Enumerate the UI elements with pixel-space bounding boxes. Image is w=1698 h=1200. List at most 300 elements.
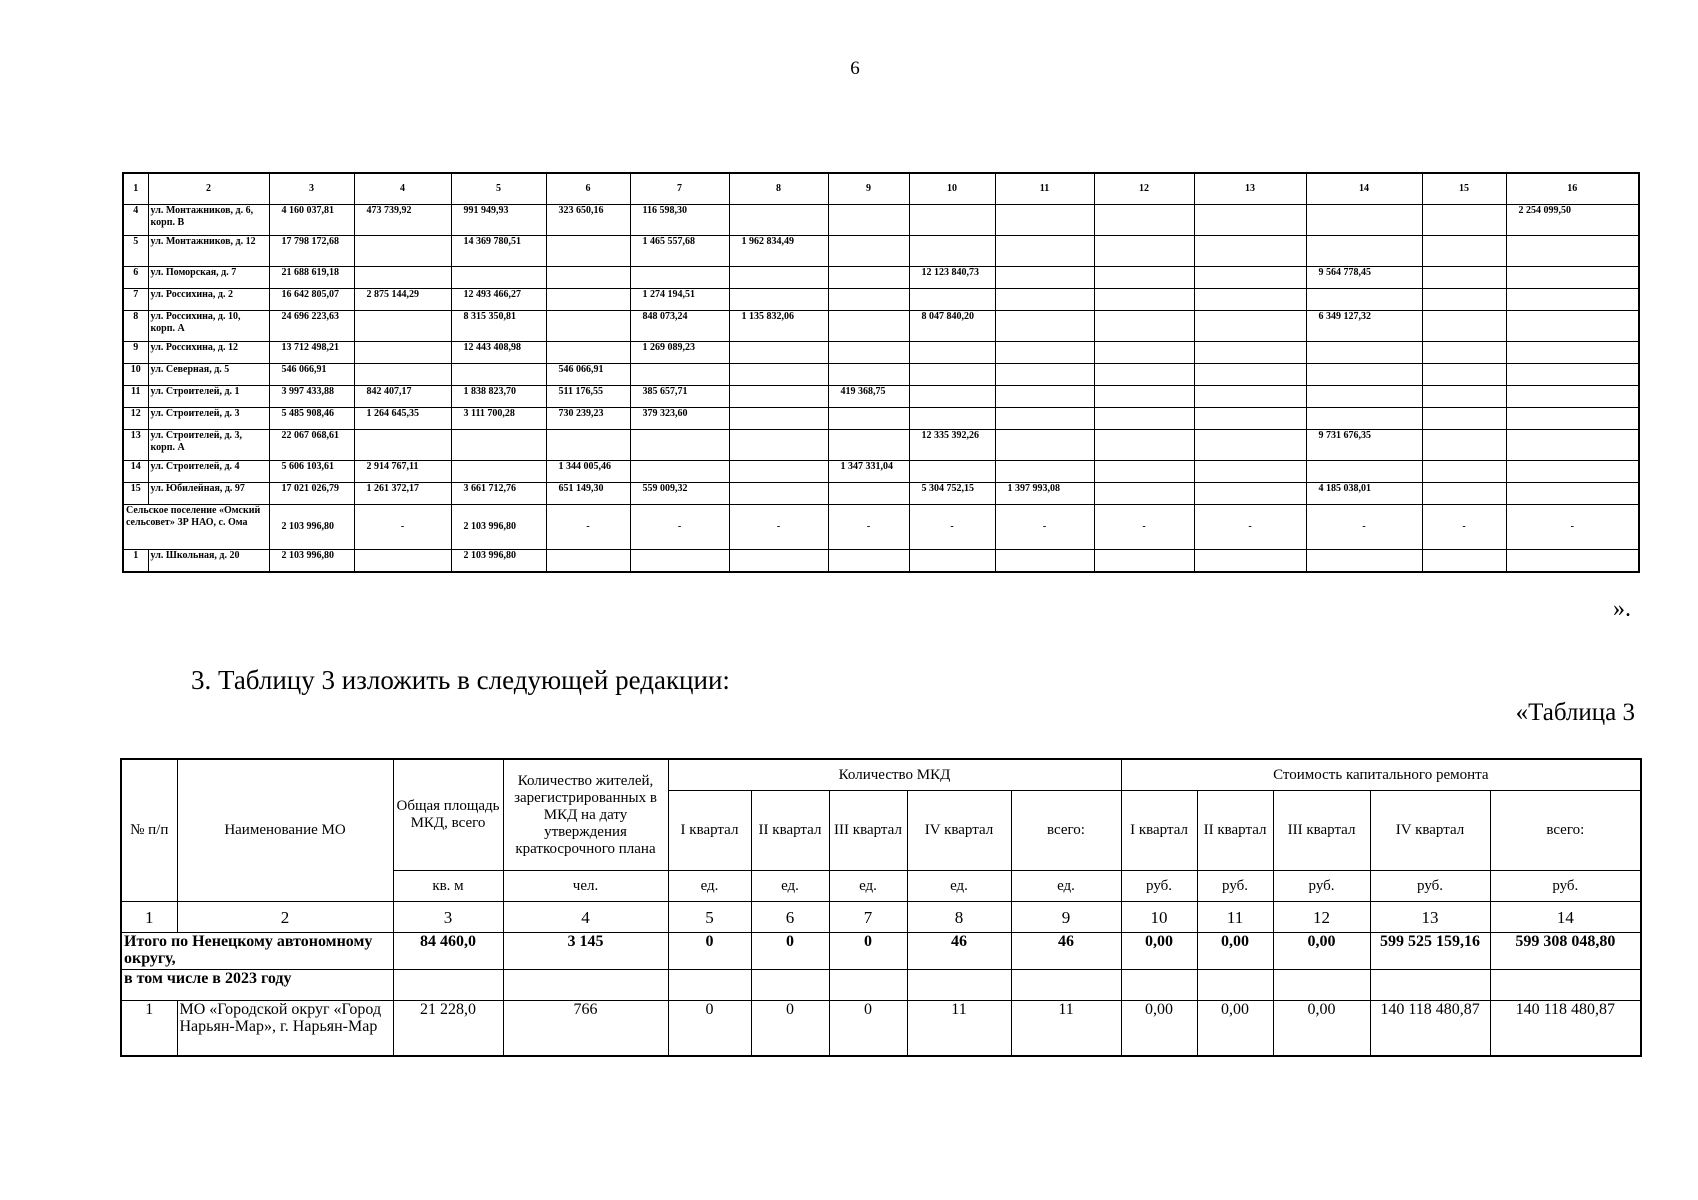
header-mkd-count: Количество МКД [668, 759, 1121, 791]
amount-cell [909, 461, 995, 483]
subtotal-2023-row [121, 970, 1641, 1001]
amount-cell [909, 289, 995, 311]
amount-cell [828, 205, 909, 236]
header-mo-name: Наименование МО [177, 759, 393, 902]
amount-cell: - [995, 505, 1094, 550]
amount-cell [1094, 289, 1194, 311]
amount-cell [1094, 205, 1194, 236]
amount-cell [354, 311, 451, 342]
amount-cell: - [828, 505, 909, 550]
table-row [123, 267, 1639, 289]
amount-cell [1422, 289, 1506, 311]
amount-cell [1194, 483, 1306, 505]
amount-cell: 8 047 840,20 [909, 311, 995, 342]
amount-cell [828, 364, 909, 386]
subtotal-label: в том числе в 2023 году [121, 970, 393, 1001]
amount-cell [1194, 311, 1306, 342]
amount-cell [1506, 311, 1639, 342]
row-number: 1 [123, 550, 148, 573]
amount-cell [995, 311, 1094, 342]
header-cost-q1: I квартал [1121, 791, 1197, 871]
amount-cell: 24 696 223,63 [269, 311, 354, 342]
column-number: 9 [1011, 902, 1121, 933]
amount-cell [1306, 461, 1422, 483]
total-value: 84 460,0 [393, 933, 503, 970]
amount-cell [1194, 289, 1306, 311]
amount-cell: 2 103 996,80 [269, 550, 354, 573]
address: ул. Строителей, д. 3, корп. А [148, 430, 269, 461]
amount-cell [1094, 430, 1194, 461]
amount-cell [1306, 236, 1422, 267]
amount-cell [546, 289, 630, 311]
amount-cell: 385 657,71 [630, 386, 729, 408]
amount-cell [1306, 364, 1422, 386]
amount-cell [1306, 342, 1422, 364]
amount-cell [1422, 311, 1506, 342]
amount-cell: 17 798 172,68 [269, 236, 354, 267]
unit-mkd: ед. [1011, 871, 1121, 902]
amount-cell [1506, 236, 1639, 267]
row-value: 0 [668, 1001, 751, 1057]
row-number: 15 [123, 483, 148, 505]
amount-cell [354, 550, 451, 573]
column-number: 14 [1490, 902, 1641, 933]
amount-cell [909, 364, 995, 386]
amount-cell [630, 430, 729, 461]
amount-cell [451, 364, 546, 386]
column-number: 4 [503, 902, 668, 933]
total-value: 599 308 048,80 [1490, 933, 1641, 970]
amount-cell [729, 550, 828, 573]
column-number: 5 [668, 902, 751, 933]
amount-cell [1194, 461, 1306, 483]
amount-cell: - [909, 505, 995, 550]
amount-cell: 559 009,32 [630, 483, 729, 505]
amount-cell [1094, 408, 1194, 430]
unit-area: кв. м [393, 871, 503, 902]
total-value: 0 [829, 933, 907, 970]
amount-cell [1094, 483, 1194, 505]
total-value: 0,00 [1197, 933, 1273, 970]
amount-cell [1194, 386, 1306, 408]
header-mkd-q1: I квартал [668, 791, 751, 871]
table-row [123, 236, 1639, 267]
row-number: 5 [123, 236, 148, 267]
row-number: 14 [123, 461, 148, 483]
previous-table-continuation [122, 172, 1640, 573]
amount-cell [451, 267, 546, 289]
amount-cell: 9 731 676,35 [1306, 430, 1422, 461]
amount-cell [1094, 386, 1194, 408]
amount-cell [1506, 289, 1639, 311]
amount-cell [546, 430, 630, 461]
amount-cell [995, 430, 1094, 461]
table-row [123, 483, 1639, 505]
amount-cell [1194, 205, 1306, 236]
address: ул. Строителей, д. 4 [148, 461, 269, 483]
row-value: 21 228,0 [393, 1001, 503, 1057]
column-number: 2 [177, 902, 393, 933]
amount-cell [995, 461, 1094, 483]
column-number: 11 [1197, 902, 1273, 933]
table-row [123, 342, 1639, 364]
row-number: 12 [123, 408, 148, 430]
amount-cell: 4 160 037,81 [269, 205, 354, 236]
amount-cell: 3 111 700,28 [451, 408, 546, 430]
address: ул. Северная, д. 5 [148, 364, 269, 386]
address: ул. Россихина, д. 10, корп. А [148, 311, 269, 342]
amount-cell [1306, 408, 1422, 430]
amount-cell [995, 236, 1094, 267]
amount-cell [1306, 289, 1422, 311]
amount-cell [729, 386, 828, 408]
address: ул. Юбилейная, д. 97 [148, 483, 269, 505]
amount-cell [546, 267, 630, 289]
amount-cell [995, 364, 1094, 386]
mo-name: МО «Городской округ «Город Нарьян-Мар», г. Нарьян-Мар [177, 1001, 393, 1057]
row-value: 0,00 [1121, 1001, 1197, 1057]
column-number: 10 [909, 173, 995, 205]
amount-cell: 5 304 752,15 [909, 483, 995, 505]
row-number: 4 [123, 205, 148, 236]
amount-cell [995, 267, 1094, 289]
data-row [121, 1001, 1641, 1057]
amount-cell [1094, 342, 1194, 364]
amount-cell: 1 344 005,46 [546, 461, 630, 483]
column-number: 14 [1306, 173, 1422, 205]
row-value: 766 [503, 1001, 668, 1057]
unit-mkd: ед. [829, 871, 907, 902]
unit-cost: руб. [1121, 871, 1197, 902]
amount-cell: - [1422, 505, 1506, 550]
amount-cell [1506, 408, 1639, 430]
amount-cell: 1 838 823,70 [451, 386, 546, 408]
total-row [121, 933, 1641, 970]
amount-cell: 8 315 350,81 [451, 311, 546, 342]
amount-cell: 651 149,30 [546, 483, 630, 505]
amount-cell [995, 205, 1094, 236]
amount-cell [1506, 483, 1639, 505]
amount-cell [909, 236, 995, 267]
address: ул. Строителей, д. 3 [148, 408, 269, 430]
table-3 [120, 758, 1642, 1057]
section-heading: 3. Таблицу 3 изложить в следующей редакции: [191, 665, 730, 695]
address: ул. Поморская, д. 7 [148, 267, 269, 289]
column-number: 4 [354, 173, 451, 205]
amount-cell: 2 103 996,80 [269, 505, 354, 550]
unit-cost: руб. [1273, 871, 1370, 902]
total-value: 46 [907, 933, 1011, 970]
address: ул. Россихина, д. 2 [148, 289, 269, 311]
table-row [123, 430, 1639, 461]
amount-cell [1506, 461, 1639, 483]
amount-cell [729, 205, 828, 236]
amount-cell [729, 267, 828, 289]
amount-cell [729, 289, 828, 311]
amount-cell [1306, 386, 1422, 408]
amount-cell: 9 564 778,45 [1306, 267, 1422, 289]
address: ул. Россихина, д. 12 [148, 342, 269, 364]
amount-cell [729, 430, 828, 461]
amount-cell [1422, 430, 1506, 461]
column-number: 7 [829, 902, 907, 933]
column-number: 6 [751, 902, 829, 933]
amount-cell [909, 550, 995, 573]
unit-cost: руб. [1370, 871, 1490, 902]
amount-cell: 419 368,75 [828, 386, 909, 408]
row-value: 0,00 [1273, 1001, 1370, 1057]
amount-cell: 2 103 996,80 [451, 505, 546, 550]
amount-cell: 323 650,16 [546, 205, 630, 236]
header-repair-cost: Стоимость капитального ремонта [1121, 759, 1641, 791]
total-value: 3 145 [503, 933, 668, 970]
column-number: 10 [1121, 902, 1197, 933]
amount-cell [828, 289, 909, 311]
amount-cell: 3 661 712,76 [451, 483, 546, 505]
amount-cell [546, 311, 630, 342]
address: ул. Строителей, д. 1 [148, 386, 269, 408]
amount-cell [1422, 483, 1506, 505]
total-value: 0,00 [1273, 933, 1370, 970]
amount-cell: - [546, 505, 630, 550]
row-value: 0 [829, 1001, 907, 1057]
column-number: 13 [1194, 173, 1306, 205]
amount-cell [729, 342, 828, 364]
row-value: 140 118 480,87 [1490, 1001, 1641, 1057]
amount-cell [451, 430, 546, 461]
amount-cell: 1 397 993,08 [995, 483, 1094, 505]
unit-cost: руб. [1490, 871, 1641, 902]
amount-cell: 17 021 026,79 [269, 483, 354, 505]
header-mkd-q4: IV квартал [907, 791, 1011, 871]
amount-cell [451, 461, 546, 483]
amount-cell [1422, 364, 1506, 386]
header-cost-q3: III квартал [1273, 791, 1370, 871]
amount-cell [995, 408, 1094, 430]
amount-cell [1194, 236, 1306, 267]
total-value: 46 [1011, 933, 1121, 970]
amount-cell [1506, 430, 1639, 461]
column-number: 11 [995, 173, 1094, 205]
row-number: 9 [123, 342, 148, 364]
amount-cell [909, 408, 995, 430]
amount-cell [1506, 364, 1639, 386]
table-row [123, 289, 1639, 311]
amount-cell: 1 962 834,49 [729, 236, 828, 267]
amount-cell [828, 236, 909, 267]
row-value: 0 [751, 1001, 829, 1057]
amount-cell: 1 261 372,17 [354, 483, 451, 505]
unit-mkd: ед. [751, 871, 829, 902]
header-mkd-q2: II квартал [751, 791, 829, 871]
amount-cell: 546 066,91 [269, 364, 354, 386]
amount-cell [354, 267, 451, 289]
amount-cell: - [354, 505, 451, 550]
amount-cell [546, 550, 630, 573]
amount-cell: 511 176,55 [546, 386, 630, 408]
header-area: Общая площадь МКД, всего [393, 759, 503, 871]
amount-cell: - [630, 505, 729, 550]
amount-cell [546, 236, 630, 267]
amount-cell: 730 239,23 [546, 408, 630, 430]
amount-cell [828, 550, 909, 573]
total-value: 0,00 [1121, 933, 1197, 970]
amount-cell: 1 269 089,23 [630, 342, 729, 364]
column-number: 2 [148, 173, 269, 205]
amount-cell [1422, 461, 1506, 483]
header-mkd-q3: III квартал [829, 791, 907, 871]
amount-cell: 1 135 832,06 [729, 311, 828, 342]
amount-cell: 12 335 392,26 [909, 430, 995, 461]
row-value: 11 [907, 1001, 1011, 1057]
amount-cell [828, 267, 909, 289]
amount-cell [630, 364, 729, 386]
amount-cell [828, 483, 909, 505]
amount-cell [1422, 342, 1506, 364]
amount-cell: 6 349 127,32 [1306, 311, 1422, 342]
amount-cell: - [1194, 505, 1306, 550]
amount-cell: 848 073,24 [630, 311, 729, 342]
amount-cell [354, 236, 451, 267]
amount-cell [1306, 550, 1422, 573]
amount-cell [909, 342, 995, 364]
amount-cell: - [729, 505, 828, 550]
column-number: 15 [1422, 173, 1506, 205]
amount-cell: 473 739,92 [354, 205, 451, 236]
amount-cell [828, 311, 909, 342]
amount-cell [1194, 267, 1306, 289]
column-number: 3 [269, 173, 354, 205]
amount-cell [729, 483, 828, 505]
unit-residents: чел. [503, 871, 668, 902]
settlement-row [123, 505, 1639, 550]
column-number: 16 [1506, 173, 1639, 205]
amount-cell: 991 949,93 [451, 205, 546, 236]
amount-cell [354, 342, 451, 364]
total-label: Итого по Ненецкому автономному округу, [121, 933, 393, 970]
amount-cell: - [1306, 505, 1422, 550]
amount-cell [1094, 267, 1194, 289]
amount-cell [995, 550, 1094, 573]
amount-cell: 12 123 840,73 [909, 267, 995, 289]
total-value: 0 [751, 933, 829, 970]
column-number: 6 [546, 173, 630, 205]
amount-cell [1506, 342, 1639, 364]
page-number: 6 [850, 58, 860, 79]
amount-cell [1422, 386, 1506, 408]
amount-cell [630, 461, 729, 483]
amount-cell [1422, 408, 1506, 430]
amount-cell: 21 688 619,18 [269, 267, 354, 289]
amount-cell: 13 712 498,21 [269, 342, 354, 364]
table-3-label: «Таблица 3 [1515, 699, 1635, 726]
amount-cell [995, 386, 1094, 408]
amount-cell [1194, 550, 1306, 573]
amount-cell [729, 461, 828, 483]
amount-cell [1194, 342, 1306, 364]
amount-cell [1506, 386, 1639, 408]
table-row [123, 364, 1639, 386]
unit-mkd: ед. [668, 871, 751, 902]
column-number: 12 [1273, 902, 1370, 933]
amount-cell [909, 386, 995, 408]
amount-cell: - [1094, 505, 1194, 550]
amount-cell: 2 254 099,50 [1506, 205, 1639, 236]
amount-cell [1194, 430, 1306, 461]
amount-cell: 2 875 144,29 [354, 289, 451, 311]
address: ул. Монтажников, д. 6, корп. В [148, 205, 269, 236]
column-number: 5 [451, 173, 546, 205]
table-row [123, 386, 1639, 408]
closing-quote: ». [1613, 596, 1631, 622]
column-number: 7 [630, 173, 729, 205]
row-value: 0,00 [1197, 1001, 1273, 1057]
row-number: 11 [123, 386, 148, 408]
amount-cell [828, 408, 909, 430]
total-value: 0 [668, 933, 751, 970]
row-number: 13 [123, 430, 148, 461]
amount-cell [995, 289, 1094, 311]
header-residents: Количество жителей, зарегистрированных в МКД на дату утверждения краткосрочного плана [503, 759, 668, 871]
table-row [123, 408, 1639, 430]
amount-cell: 1 347 331,04 [828, 461, 909, 483]
total-value: 599 525 159,16 [1370, 933, 1490, 970]
amount-cell [729, 364, 828, 386]
table-row [123, 311, 1639, 342]
amount-cell [1306, 205, 1422, 236]
amount-cell: 22 067 068,61 [269, 430, 354, 461]
amount-cell: 5 485 908,46 [269, 408, 354, 430]
amount-cell [1094, 364, 1194, 386]
column-number: 13 [1370, 902, 1490, 933]
amount-cell: 16 642 805,07 [269, 289, 354, 311]
amount-cell [1506, 550, 1639, 573]
amount-cell: 5 606 103,61 [269, 461, 354, 483]
amount-cell: 3 997 433,88 [269, 386, 354, 408]
amount-cell: 1 264 645,35 [354, 408, 451, 430]
amount-cell [1094, 236, 1194, 267]
row-value: 11 [1011, 1001, 1121, 1057]
settlement-name: Сельское поселение «Омский сельсовет» ЗР НАО, с. Ома [123, 505, 269, 550]
column-number: 8 [907, 902, 1011, 933]
address: ул. Школьная, д. 20 [148, 550, 269, 573]
unit-mkd: ед. [907, 871, 1011, 902]
row-value: 140 118 480,87 [1370, 1001, 1490, 1057]
row-number: 8 [123, 311, 148, 342]
header-row [123, 173, 1639, 205]
column-number: 1 [123, 173, 148, 205]
column-number: 8 [729, 173, 828, 205]
amount-cell [828, 430, 909, 461]
row-number: 7 [123, 289, 148, 311]
column-number: 3 [393, 902, 503, 933]
amount-cell [1422, 550, 1506, 573]
amount-cell [1094, 550, 1194, 573]
header-cost-q2: II квартал [1197, 791, 1273, 871]
row-number: 1 [121, 1001, 177, 1057]
column-number: 9 [828, 173, 909, 205]
amount-cell [630, 550, 729, 573]
table-row [123, 205, 1639, 236]
amount-cell: 12 493 466,27 [451, 289, 546, 311]
table-row [123, 461, 1639, 483]
header-mkd-total: всего: [1011, 791, 1121, 871]
column-number: 12 [1094, 173, 1194, 205]
amount-cell: 2 103 996,80 [451, 550, 546, 573]
amount-cell [729, 408, 828, 430]
amount-cell: 546 066,91 [546, 364, 630, 386]
amount-cell [546, 342, 630, 364]
